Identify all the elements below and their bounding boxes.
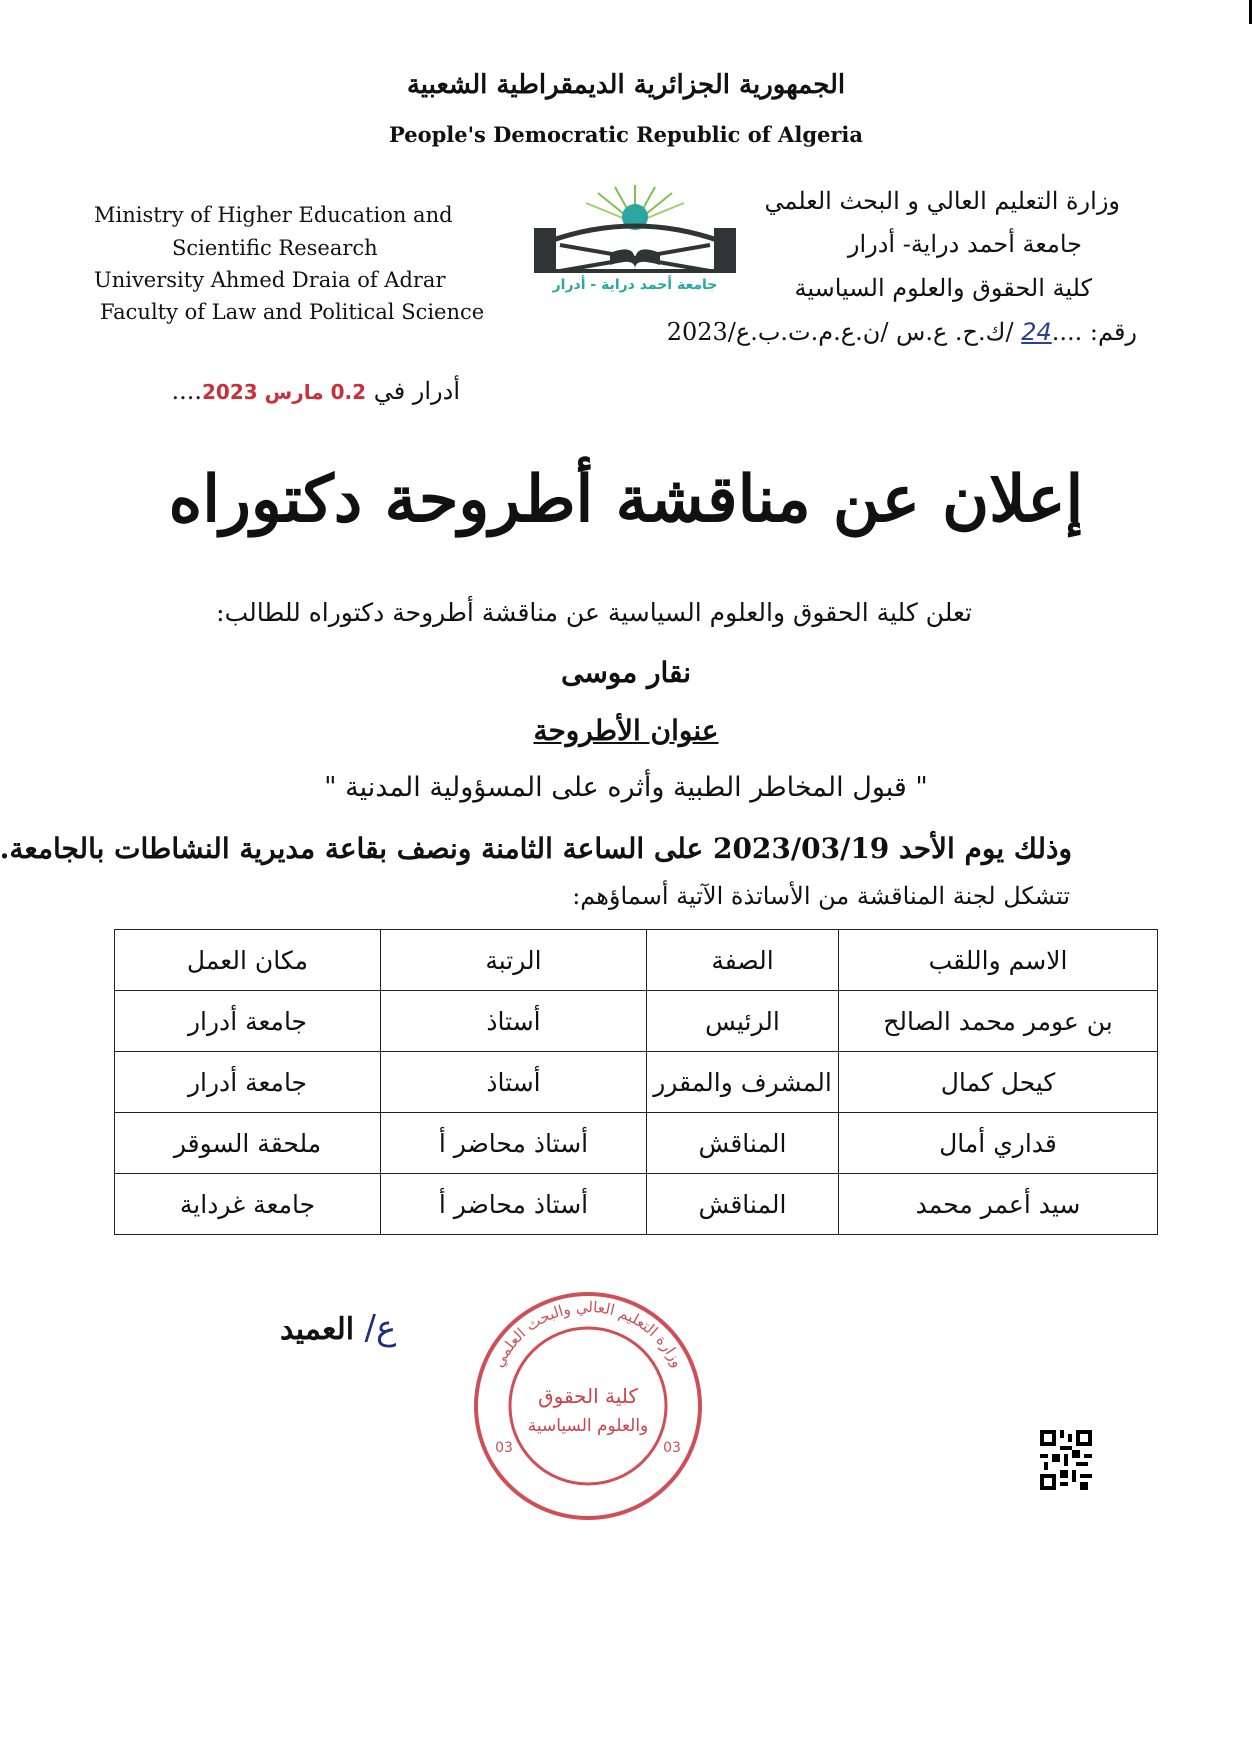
- header-name: الاسم واللقب: [839, 930, 1158, 991]
- date-dots: ....: [171, 377, 203, 405]
- table-row: [115, 1174, 1158, 1235]
- table-row: [115, 1052, 1158, 1113]
- announcement-intro: تعلن كلية الحقوق والعلوم السياسية عن مناقشة أطروحة دكتوراه للطالب:: [216, 598, 972, 627]
- cell-rank: أستاذ: [381, 991, 647, 1052]
- reference-number: [667, 318, 1137, 346]
- reference-handwritten-number: 24: [1021, 318, 1052, 346]
- seal-number-left: 03: [495, 1440, 513, 1456]
- cell-name: كيحل كمال: [839, 1052, 1158, 1113]
- cell-name: بن عومر محمد الصالح: [839, 991, 1158, 1052]
- cell-role: المناقش: [647, 1113, 839, 1174]
- ministry-name-en-line1: Ministry of Higher Education and: [94, 203, 453, 227]
- cell-role: المشرف والمقرر: [647, 1052, 839, 1113]
- seal-inner-line1: كلية الحقوق: [538, 1384, 638, 1408]
- dean-title: العميد: [280, 1312, 355, 1347]
- student-name: نقار موسى: [560, 656, 692, 689]
- logo-right-tower-icon: [714, 228, 736, 270]
- cell-rank: أستاذ محاضر أ: [381, 1113, 647, 1174]
- logo-caption: جامعة أحمد دراية - أدرار: [552, 277, 718, 293]
- university-name-en: University Ahmed Draia of Adrar: [94, 268, 446, 292]
- seal-outer-text: وزارة التعليم العالي والبحث العلمي: [489, 1297, 687, 1371]
- university-logo: [520, 183, 750, 293]
- logo-arch-icon: [550, 226, 720, 241]
- cell-workplace: جامعة أدرار: [115, 1052, 381, 1113]
- committee-intro: تتشكل لجنة المناقشة من الأساتذة الآتية أسماؤهم:: [572, 882, 1070, 910]
- reference-suffix: /ك.ح. ع.س /ن.ع.م.ت.ب.ع/2023: [666, 318, 1022, 346]
- cell-rank: أستاذ محاضر أ: [381, 1174, 647, 1235]
- table-row: [115, 991, 1158, 1052]
- faculty-name-en: Faculty of Law and Political Science: [100, 300, 485, 324]
- table-row: [115, 1113, 1158, 1174]
- header-workplace: مكان العمل: [115, 930, 381, 991]
- cell-workplace: ملحقة السوقر: [115, 1113, 381, 1174]
- table-header-row: [115, 930, 1158, 991]
- reference-prefix: رقم: ....: [1051, 318, 1137, 346]
- qr-code-icon: [1040, 1430, 1092, 1490]
- logo-left-tower-icon: [534, 228, 556, 270]
- cell-workplace: جامعة غرداية: [115, 1174, 381, 1235]
- date-stamp: 0.2 مارس 2023: [202, 380, 367, 404]
- thesis-label-text: عنوان الأطروحة: [533, 714, 719, 747]
- dean-signature-block: [280, 1308, 396, 1348]
- country-name-arabic: الجمهورية الجزائرية الديمقراطية الشعبية: [406, 70, 846, 100]
- university-name-ar: جامعة أحمد دراية- أدرار: [847, 230, 1082, 258]
- cell-name: سيد أعمر محمد: [839, 1174, 1158, 1235]
- defense-schedule: وذلك يوم الأحد 2023/03/19 على الساعة الثامنة ونصف بقاعة مديرية النشاطات بالجامعة.: [0, 832, 1072, 865]
- seal-number-right: 03: [663, 1440, 681, 1456]
- thesis-title: " قبول المخاطر الطبية وأثره على المسؤولية المدنية ": [324, 772, 928, 803]
- faculty-name-ar: كلية الحقوق والعلوم السياسية: [794, 274, 1092, 302]
- cell-role: الرئيس: [647, 991, 839, 1052]
- logo-sun-rays-icon: [586, 185, 684, 230]
- cell-rank: أستاذ: [381, 1052, 647, 1113]
- header-rank: الرتبة: [381, 930, 647, 991]
- cell-workplace: جامعة أدرار: [115, 991, 381, 1052]
- ministry-name-ar: وزارة التعليم العالي و البحث العلمي: [764, 187, 1120, 215]
- date-prefix: أدرار في: [366, 377, 460, 405]
- country-name-english: People's Democratic Republic of Algeria: [388, 122, 864, 147]
- handwritten-signature: ع/: [364, 1308, 397, 1348]
- cell-role: المناقش: [647, 1174, 839, 1235]
- official-seal: [470, 1288, 706, 1524]
- thesis-label: [0, 714, 1252, 747]
- header-role: الصفة: [647, 930, 839, 991]
- cell-name: قداري أمال: [839, 1113, 1158, 1174]
- committee-table: [114, 929, 1158, 1235]
- announcement-title: إعلان عن مناقشة أطروحة دكتوراه: [168, 462, 1084, 537]
- issue-date: [172, 377, 461, 405]
- seal-inner-line2: والعلوم السياسية: [527, 1416, 649, 1436]
- ministry-name-en-line2: Scientific Research: [172, 236, 378, 260]
